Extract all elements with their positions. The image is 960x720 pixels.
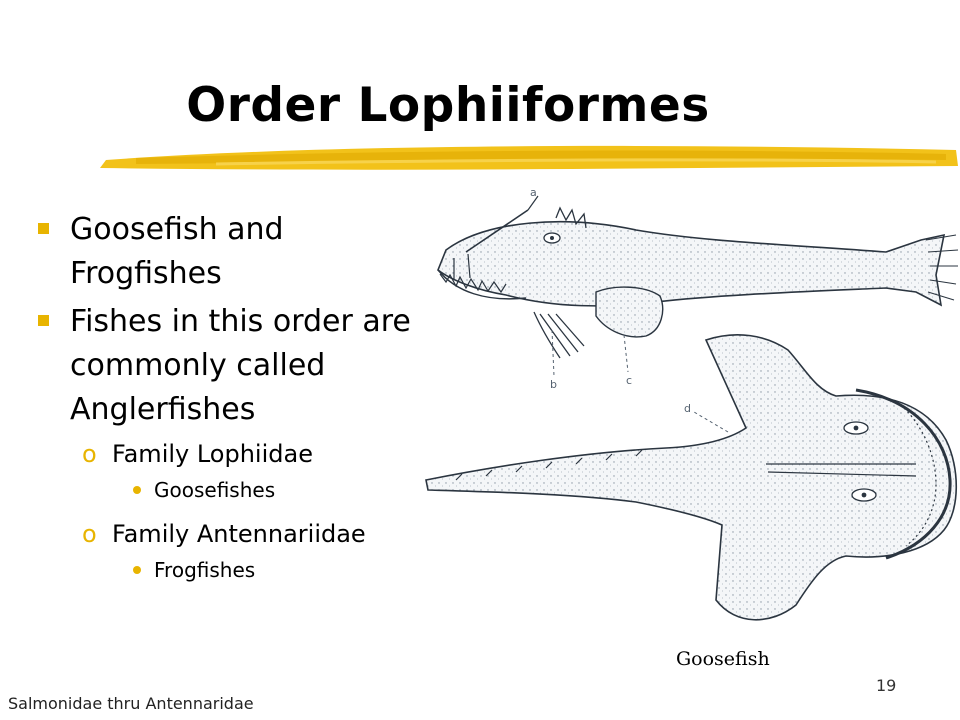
figure-label: b — [550, 378, 557, 391]
bullet-item — [34, 300, 424, 432]
figure-caption: Goosefish — [676, 648, 770, 670]
member-name: Goosefishes — [154, 478, 276, 502]
bullet-text: Fishes in this order are commonly called Anglerfishes — [70, 304, 411, 427]
family-name: Family Lophiidae — [112, 440, 313, 468]
bullet-text: Goosefish and Frogfishes — [70, 212, 284, 291]
footer-text: Salmonidae thru Antennaridae — [8, 694, 254, 713]
title-underline — [96, 138, 960, 174]
family-item — [34, 516, 424, 552]
figure-label: a — [530, 186, 537, 199]
family-item — [34, 436, 424, 472]
dot-bullet-icon — [133, 486, 141, 494]
goosefish-dorsal-view — [426, 335, 956, 620]
figure-label: c — [626, 374, 633, 387]
goosefish-illustration — [416, 180, 960, 630]
figure-label: d — [684, 402, 691, 415]
member-item — [34, 472, 424, 508]
square-bullet-icon — [38, 223, 49, 234]
circle-bullet-icon: o — [82, 520, 97, 548]
dot-bullet-icon — [133, 566, 141, 574]
slide-title: Order Lophiiformes — [186, 78, 710, 133]
page-number: 19 — [876, 676, 897, 695]
bullet-item — [34, 208, 424, 296]
member-name: Frogfishes — [154, 558, 256, 582]
family-name: Family Antennariidae — [112, 520, 366, 548]
member-item — [34, 552, 424, 588]
bullet-list — [34, 208, 424, 596]
square-bullet-icon — [38, 315, 49, 326]
goosefish-side-view — [438, 186, 958, 391]
circle-bullet-icon: o — [82, 440, 97, 468]
